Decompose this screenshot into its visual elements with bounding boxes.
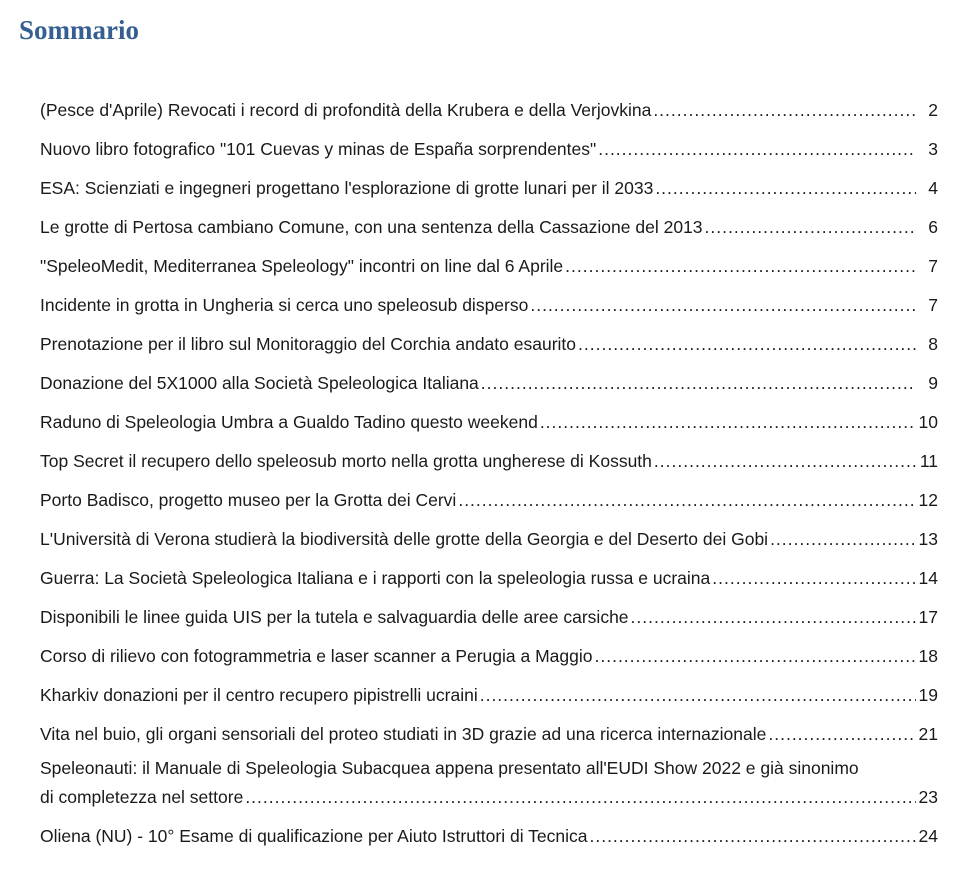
toc-entry-title: Prenotazione per il libro sul Monitoraggio del Corchia andato esaurito — [40, 334, 577, 354]
toc-page-number: 23 — [918, 787, 938, 807]
toc-entry-title: Raduno di Speleologia Umbra a Gualdo Tadino questo weekend — [40, 412, 538, 432]
toc-page-number: 19 — [918, 685, 938, 705]
toc-dot-leader — [654, 442, 916, 481]
toc-dot-leader — [655, 169, 916, 208]
toc-entry[interactable] — [40, 481, 938, 520]
toc-page-number: 2 — [928, 100, 938, 120]
toc-entry[interactable] — [40, 598, 938, 637]
toc-dot-leader — [653, 91, 916, 130]
toc-entry[interactable] — [40, 286, 938, 325]
toc-dot-leader — [712, 559, 916, 598]
toc-entry[interactable] — [40, 247, 938, 286]
toc-entry-title: L'Università di Verona studierà la biodiversità delle grotte della Georgia e del Deserto dei Gobi — [40, 529, 769, 549]
toc-entry[interactable] — [40, 817, 938, 856]
toc-page-number: 24 — [918, 826, 938, 846]
toc-list — [40, 91, 938, 856]
toc-entry-line2 — [40, 783, 938, 812]
toc-dot-leader — [540, 403, 916, 442]
toc-dot-leader — [481, 364, 916, 403]
toc-entry-multiline[interactable] — [40, 754, 938, 818]
toc-entry-title: Guerra: La Società Speleologica Italiana e i rapporti con la speleologia russa e ucraina — [40, 568, 711, 588]
toc-heading: Sommario — [19, 15, 139, 45]
toc-entry[interactable] — [40, 169, 938, 208]
toc-entry[interactable] — [40, 130, 938, 169]
toc-dot-leader — [705, 208, 916, 247]
toc-page-number: 3 — [928, 139, 938, 159]
toc-entry-title: Incidente in grotta in Ungheria si cerca uno speleosub disperso — [40, 295, 529, 315]
toc-page-number: 17 — [918, 607, 938, 627]
toc-entry-title: Oliena (NU) - 10° Esame di qualificazione per Aiuto Istruttori di Tecnica — [40, 826, 588, 846]
toc-entry[interactable] — [40, 676, 938, 715]
toc-page-number: 12 — [918, 490, 938, 510]
toc-dot-leader — [768, 715, 916, 754]
toc-entry[interactable] — [40, 325, 938, 364]
toc-dot-leader — [589, 817, 916, 856]
toc-page-number: 9 — [928, 373, 938, 393]
toc-page-number: 14 — [918, 568, 938, 588]
toc-entry[interactable] — [40, 520, 938, 559]
toc-dot-leader — [245, 783, 916, 812]
toc-page-number: 10 — [918, 412, 938, 432]
toc-page-number: 7 — [928, 295, 938, 315]
toc-entry-title: Vita nel buio, gli organi sensoriali del proteo studiati in 3D grazie ad una ricerca internazionale — [40, 724, 767, 744]
toc-entry[interactable] — [40, 364, 938, 403]
toc-entry[interactable] — [40, 559, 938, 598]
toc-dot-leader — [595, 637, 917, 676]
toc-page-number: 6 — [928, 217, 938, 237]
toc-dot-leader — [770, 520, 916, 559]
toc-entry-title: Disponibili le linee guida UIS per la tutela e salvaguardia delle aree carsiche — [40, 607, 629, 627]
toc-entry[interactable] — [40, 403, 938, 442]
toc-entry[interactable] — [40, 637, 938, 676]
toc-entry-title: Donazione del 5X1000 alla Società Speleologica Italiana — [40, 373, 479, 393]
toc-entry-title: ESA: Scienziati e ingegneri progettano l'esplorazione di grotte lunari per il 2033 — [40, 178, 654, 198]
toc-page-number: 8 — [928, 334, 938, 354]
toc-entry-title-line2: di completezza nel settore — [40, 787, 244, 807]
toc-entry-title: Nuovo libro fotografico "101 Cuevas y minas de España sorprendentes" — [40, 139, 597, 159]
toc-dot-leader — [578, 325, 916, 364]
toc-entry-title: (Pesce d'Aprile) Revocati i record di profondità della Krubera e della Verjovkina — [40, 100, 652, 120]
toc-page-number: 13 — [918, 529, 938, 549]
toc-entry-title-line1: Speleonauti: il Manuale di Speleologia Subacquea appena presentato all'EUDI Show 2022 e già sinonimo — [40, 758, 859, 778]
toc-entry[interactable] — [40, 91, 938, 130]
toc-page-number: 18 — [918, 646, 938, 666]
toc-page-number: 4 — [928, 178, 938, 198]
toc-dot-leader — [530, 286, 916, 325]
toc-entry[interactable] — [40, 208, 938, 247]
toc-page-number: 11 — [919, 451, 938, 471]
toc-dot-leader — [598, 130, 916, 169]
toc-entry[interactable] — [40, 442, 938, 481]
toc-dot-leader — [458, 481, 916, 520]
toc-entry-title: "SpeleoMedit, Mediterranea Speleology" incontri on line dal 6 Aprile — [40, 256, 564, 276]
toc-page-number: 21 — [918, 724, 938, 744]
toc-entry-title: Le grotte di Pertosa cambiano Comune, con una sentenza della Cassazione del 2013 — [40, 217, 703, 237]
toc-entry-title: Porto Badisco, progetto museo per la Grotta dei Cervi — [40, 490, 457, 510]
toc-page-number: 7 — [928, 256, 938, 276]
toc-entry-title: Corso di rilievo con fotogrammetria e laser scanner a Perugia a Maggio — [40, 646, 593, 666]
toc-dot-leader — [565, 247, 916, 286]
toc-dot-leader — [480, 676, 916, 715]
toc-entry-title: Top Secret il recupero dello speleosub morto nella grotta ungherese di Kossuth — [40, 451, 652, 471]
toc-entry-title: Kharkiv donazioni per il centro recupero pipistrelli ucraini — [40, 685, 478, 705]
toc-dot-leader — [631, 598, 916, 637]
toc-entry[interactable] — [40, 715, 938, 754]
